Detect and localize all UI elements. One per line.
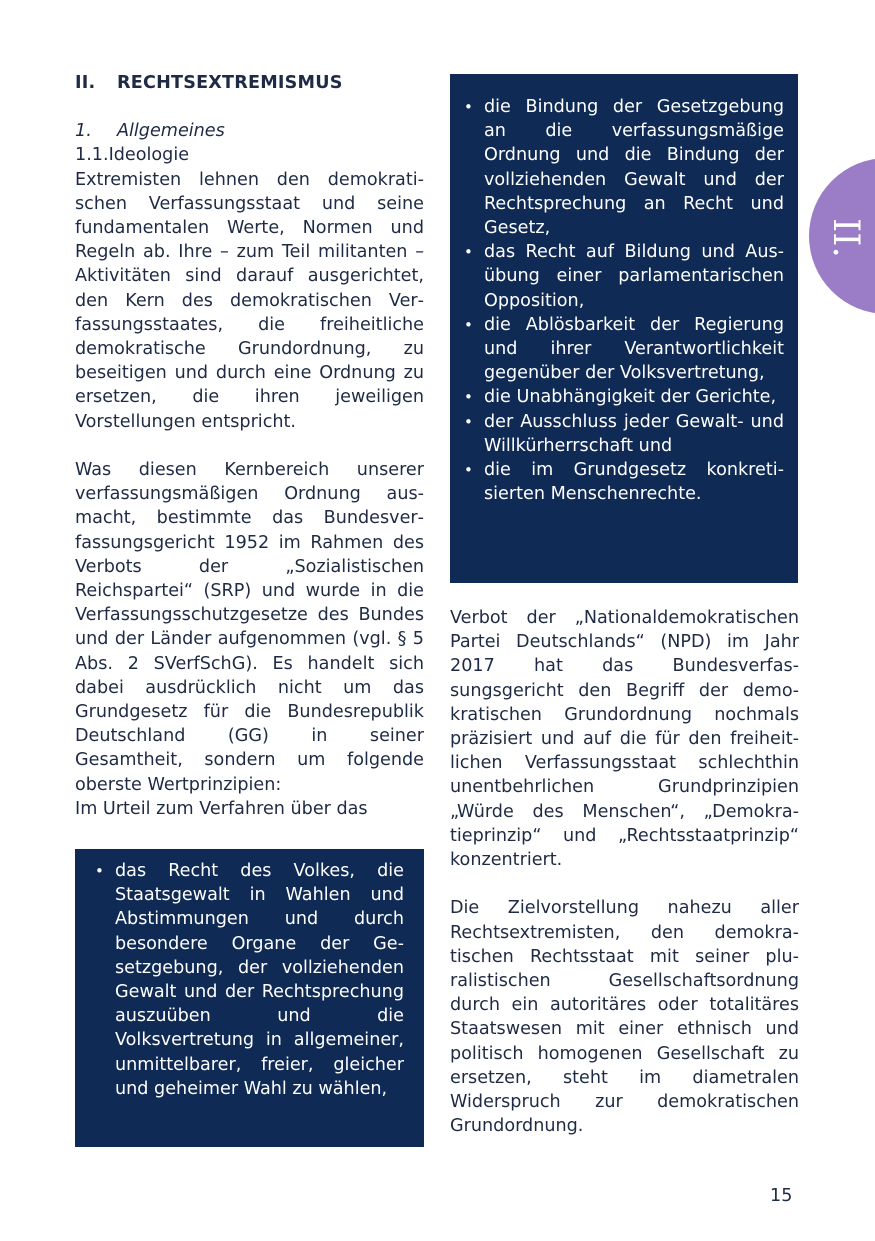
principle-item: • die Ablösbarkeit der Regierung und ihrer Verantwortlichkeit gegenüber der Volksvertretung, [464, 313, 784, 386]
principles-box-right [450, 74, 798, 583]
principles-list-right [464, 95, 784, 506]
paragraph-npd-verdict: Verbot der „Nationaldemokratischen Partei Deutschlands“ (NPD) im Jahr 2017 hat das Bundesverfassungsgericht den Begriff der demokratischen Grundordnung nochmals präzisiert und auf die für den freiheitlichen Verfassungsstaat schlechthin unentbehrlichen Grundprinzipien „Würde des Menschen“, „Demokratieprinzip“ und „Rechtsstaatprinzip“ konzentriert. [450, 608, 799, 871]
subsection-number: 1.1. [75, 145, 109, 166]
principle-item: • das Recht auf Bildung und Ausübung einer parlamentarischen Opposition, [464, 240, 784, 313]
paragraph-goal: Die Zielvorstellung nahezu aller Rechtsextremisten, den demokratischen Rechtsstaat mit seiner pluralistischen Gesellschaftsordnung durch ein autoritäres oder totalitäres Staatswesen mit einer ethnisch und politisch homogenen Gesellschaft zu ersetzen, steht im diametralen Widerspruch zur demokratischen Grundordnung. [450, 898, 799, 1137]
section-heading [75, 119, 424, 143]
chapter-title: RECHTSEXTREMISMUS [117, 73, 343, 93]
chapter-tab-label: II. [825, 218, 866, 258]
paragraph-intro: Extremisten lehnen den demokratischen Verfassungsstaat und seine fundamentalen Werte, Normen und Regeln ab. Ihre – zum Teil militanten – Aktivitäten sind darauf ausgerichtet, den Kern des demokratischen Verfassungsstaates, die freiheitliche demokratische Grundordnung, zu beseitigen und durch eine Ordnung zu ersetzen, die ihren jeweiligen Vorstellungen entspricht. [75, 169, 424, 432]
principle-item: • das Recht des Volkes, die Staatsgewalt in Wahlen und Abstimmungen und durch besondere Organe der Gesetzgebung, der vollziehenden Gewalt und der Rechtsprechung auszuüben und die Volksvertretung in allgemeiner, unmittelbarer, freier, gleicher und geheimer Wahl zu wählen, [95, 859, 404, 1101]
principle-item: • der Ausschluss jeder Gewalt- und Willkürherrschaft und [464, 410, 784, 458]
subsection-title: Ideologie [108, 145, 190, 166]
paragraph-verdict-start: Im Urteil zum Verfahren über das [75, 798, 368, 819]
section-number: 1. [75, 121, 92, 142]
principles-list-left [95, 859, 404, 1101]
principle-item: • die Unabhängigkeit der Gerichte, [464, 385, 784, 409]
page-number: 15 [770, 1186, 793, 1206]
principle-item: • die im Grundgesetz konkretisierten Menschenrechte. [464, 458, 784, 506]
paragraph-core-area: Was diesen Kernbereich unserer verfassungsmäßigen Ordnung ausmacht, bestimmte das Bundesverfassungsgericht 1952 im Rahmen des Verbots der „Sozialistischen Reichspartei“ (SRP) und wurde in die Verfassungsschutzgesetze des Bundes und der Länder aufgenommen (vgl. § 5 Abs. 2 SVerfSchG). Es handelt sich dabei ausdrücklich nicht um das Grundgesetz für die Bundesrepublik Deutschland (GG) in seiner Gesamtheit, sondern um folgende oberste Wertprinzipien: [75, 460, 424, 795]
principle-item: • die Bindung der Gesetzgebung an die verfassungsmäßige Ordnung und die Bindung der vollziehenden Gewalt und der Rechtsprechung an Recht und Gesetz, [464, 95, 784, 240]
principles-box-left [75, 849, 424, 1147]
chapter-heading [75, 71, 424, 95]
right-column [450, 606, 799, 1138]
section-title: Allgemeines [117, 121, 225, 142]
left-column [75, 71, 424, 821]
subsection-heading [75, 143, 424, 167]
chapter-number: II. [75, 73, 96, 93]
